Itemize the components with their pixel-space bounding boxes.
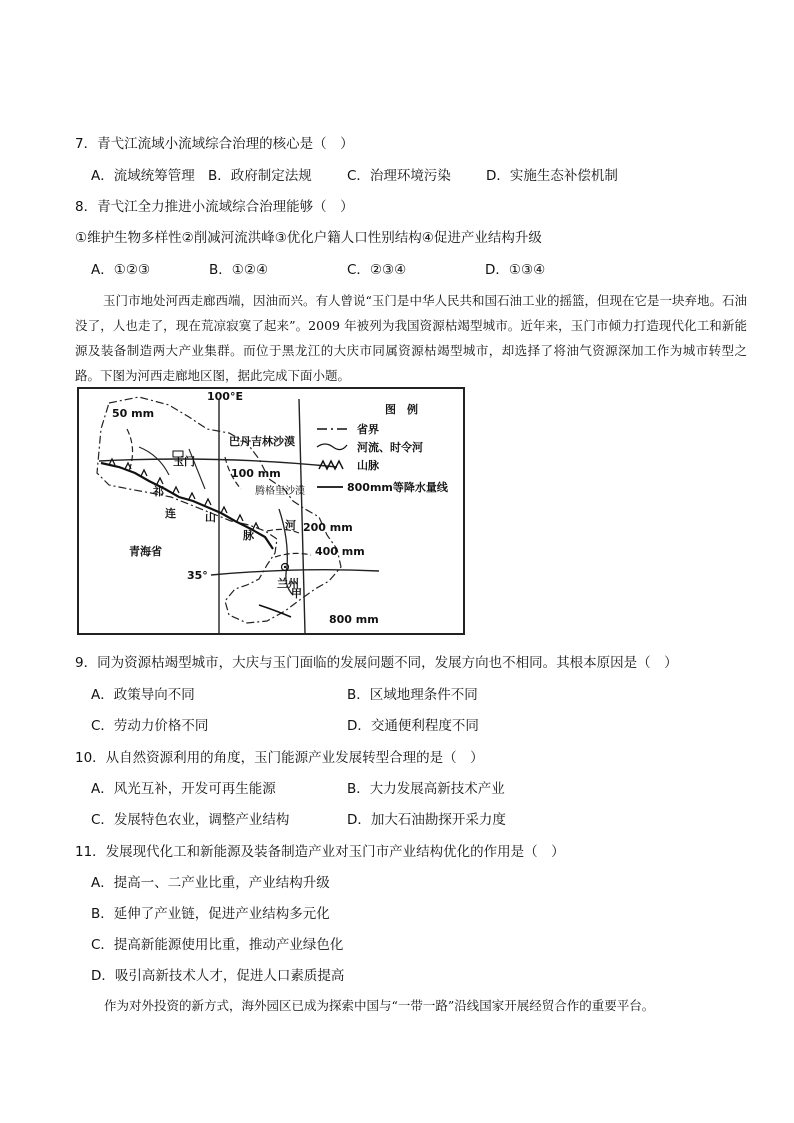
passage: [75, 288, 747, 388]
iso-800-label: 800 mm: [329, 613, 379, 626]
q8-option-a[interactable]: A．①②③: [91, 262, 151, 278]
iso-400-label: 400 mm: [315, 545, 365, 558]
q8-option-c[interactable]: C．②③④: [347, 262, 407, 278]
q11-option-c[interactable]: C．提高新能源使用比重，推动产业绿色化: [91, 937, 344, 953]
legend-item-river: 河流、时令河: [357, 441, 423, 454]
next-passage-text: 作为对外投资的新方式，海外园区已成为探索中国与“一带一路”沿线国家开展经贸合作的重要平台。: [104, 998, 655, 1013]
q8-option-d[interactable]: D．①③④: [485, 262, 546, 278]
q8-option-b[interactable]: B．①②④: [209, 262, 269, 278]
q10-option-a[interactable]: A．风光互补，开发可再生能源: [91, 781, 276, 797]
iso-50-label: 50 mm: [112, 407, 155, 420]
map-drawing: [79, 389, 463, 633]
mountain-char-2: 连: [165, 507, 176, 520]
q9-option-a[interactable]: A．政策导向不同: [91, 687, 195, 703]
river-char-he: 河: [285, 519, 296, 532]
q7-option-c[interactable]: C．治理环境污染: [347, 168, 451, 184]
q8-stem: 8．青弋江全力推进小流域综合治理能够（ ）: [75, 199, 354, 215]
legend-item-mountain: 山脉: [357, 459, 379, 472]
province-label: 青海省: [129, 545, 162, 558]
iso-100-label: 100 mm: [231, 467, 281, 480]
q8-statements: ①维护生物多样性②削减河流洪峰③优化户籍人口性别结构④促进产业结构升级: [75, 230, 542, 246]
lon-label: 100°E: [207, 390, 243, 403]
city-lanzhou-label: 兰州: [277, 577, 299, 590]
jia-label: 甲: [291, 587, 302, 600]
q11-stem: 11．发展现代化工和新能源及装备制造产业对玉门市产业结构优化的作用是（ ）: [75, 844, 565, 860]
mountain-char-1: 祁: [153, 485, 164, 498]
mountain-char-3: 山: [205, 511, 216, 524]
q11-option-a[interactable]: A．提高一、二产业比重，产业结构升级: [91, 875, 330, 891]
q10-stem: 10．从自然资源利用的角度，玉门能源产业发展转型合理的是（ ）: [75, 750, 484, 766]
q10-option-c[interactable]: C．发展特色农业，调整产业结构: [91, 812, 290, 828]
city-yumen-label: 玉门: [173, 455, 195, 468]
q9-stem: 9．同为资源枯竭型城市，大庆与玉门面临的发展问题不同，发展方向也不相同。其根本原因是（ ）: [75, 655, 678, 671]
isohyet-400: [275, 553, 311, 557]
parallel-line: [211, 570, 379, 575]
q10-option-b[interactable]: B．大力发展高新技术产业: [347, 781, 505, 797]
q9-option-c[interactable]: C．劳动力价格不同: [91, 718, 209, 734]
lat-label: 35°: [187, 569, 208, 582]
q10-option-d[interactable]: D．加大石油勘探开采力度: [347, 812, 506, 828]
lanzhou-dot: [284, 566, 286, 568]
q7-stem: 7．青弋江流域小流域综合治理的核心是（ ）: [75, 136, 354, 152]
legend-item-isohyet: 800mm等降水量线: [347, 481, 448, 494]
q11-option-d[interactable]: D．吸引高新技术人才，促进人口素质提高: [91, 968, 345, 984]
isohyet-800: [259, 605, 291, 617]
legend-item-boundary: 省界: [357, 423, 379, 436]
q7-option-d[interactable]: D．实施生态补偿机制: [486, 168, 618, 184]
legend-title: 图 例: [385, 403, 418, 416]
mountain-char-4: 脉: [243, 529, 254, 542]
desert1-label: 巴丹吉林沙漠: [229, 435, 295, 448]
q7-option-b[interactable]: B．政府制定法规: [208, 168, 312, 184]
hexi-corridor-map: [77, 387, 465, 635]
iso-200-label: 200 mm: [303, 521, 353, 534]
q11-option-b[interactable]: B．延伸了产业链，促进产业结构多元化: [91, 906, 330, 922]
q9-option-b[interactable]: B．区域地理条件不同: [347, 687, 478, 703]
legend-river-symbol: [317, 444, 347, 450]
passage-text: 玉门市地处河西走廊西端，因油而兴。有人曾说“玉门是中华人民共和国石油工业的摇篮，但现在它是一块弃地。石油没了，人也走了，现在荒凉寂寞了起来”。2009 年被列为我国资源枯竭型城市。近年来，玉门市倾力打造现代化工和新能源及装备制造两大产业集群。而位于黑龙江的大庆市同属资源枯竭型城市，却选择了将油气资源深加工作为城市转型之路。下图为河西走廊地区图，据此完成下面小题。: [75, 293, 747, 383]
desert2-label: 腾格里沙漠: [255, 486, 305, 497]
q7-option-a[interactable]: A．流域统筹管理: [91, 168, 195, 184]
q9-option-d[interactable]: D．交通便利程度不同: [347, 718, 479, 734]
